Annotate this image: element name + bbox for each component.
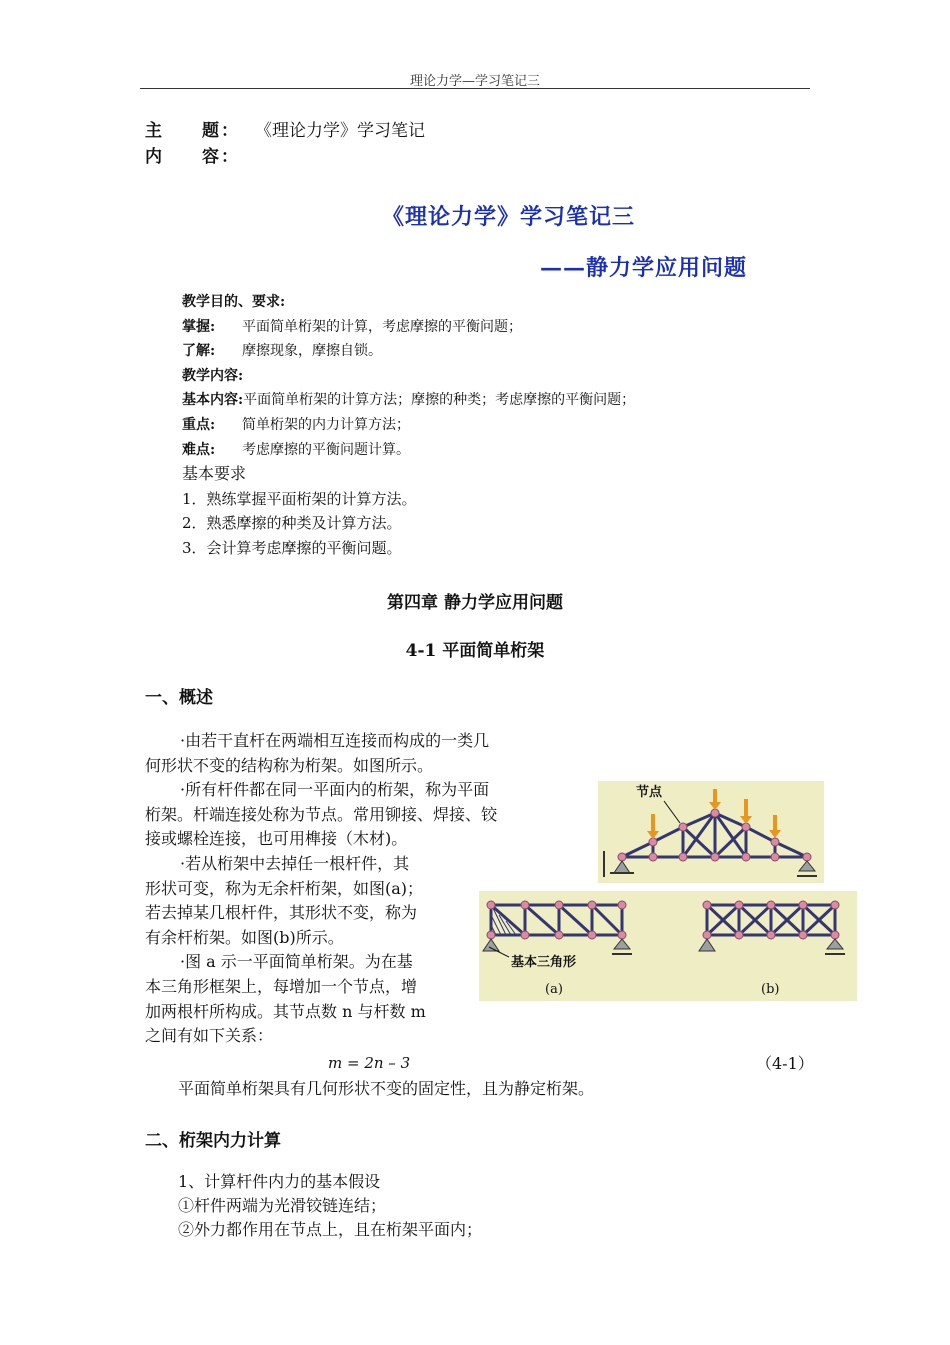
key-text: 简单桁架的内力计算方法； (242, 416, 410, 433)
overview-heading: 一、概述 (145, 688, 213, 708)
know-label: 了解: (182, 343, 216, 360)
objectives-block (182, 290, 635, 561)
triangle-label: 基本三角形 (511, 955, 577, 970)
s2-line-1: 1、计算杆件内力的基本假设 (178, 1172, 381, 1191)
req-2: 2．熟悉摩擦的种类及计算方法。 (182, 514, 402, 533)
p3-line-3: 若去掉某几根杆件，其形状不变，称为 (145, 903, 418, 923)
s2-line-2: ①杆件两端为光滑铰链连结； (178, 1196, 387, 1215)
page-header: 理论力学—学习笔记三 (409, 74, 540, 89)
p4-line-2: 本三角形框架上，每增加一个节点，增 (145, 976, 418, 996)
p4-line-3: 加两根杆所构成。其节点数 n 与杆数 m (145, 1001, 426, 1021)
p3-line-4: 有余杆桁架。如图(b)所示。 (145, 927, 344, 947)
section-heading: 4-1 平面简单桁架 (405, 641, 545, 661)
master-text: 平面简单桁架的计算，考虑摩擦的平衡问题； (242, 318, 522, 335)
doc-title: 《理论力学》学习笔记三 (382, 204, 636, 230)
p4-line-1: ·图 a 示一平面简单桁架。为在基 (180, 952, 413, 972)
req-heading: 基本要求 (182, 464, 247, 484)
hard-label: 难点: (182, 441, 216, 458)
p1-line-1: ·由若干直杆在两端相互连接而构成的一类几 (180, 731, 490, 750)
subject-value: 《理论力学》学习笔记 (255, 121, 425, 141)
objectives-heading: 教学目的、要求: (182, 294, 286, 310)
label-a: (a) (545, 982, 563, 997)
key-label: 重点: (182, 416, 216, 433)
master-label: 掌握: (182, 318, 216, 335)
content-heading: 教学内容: (182, 367, 244, 384)
subject-row (145, 116, 425, 141)
p2-line-3: 接或螺栓连接，也可用榫接（木材)。 (145, 829, 408, 849)
truss-loads-figure (598, 781, 824, 883)
chapter-heading: 第四章 静力学应用问题 (387, 593, 563, 613)
doc-subtitle: ——静力学应用问题 (540, 255, 748, 281)
p3-line-1: ·若从桁架中去掉任一根杆件，其 (180, 853, 410, 873)
node-label: 节点 (636, 785, 663, 800)
basic-label: 基本内容: (182, 392, 244, 409)
p2-line-2: 桁架。杆端连接处称为节点。常用铆接、焊接、铰 (145, 804, 498, 824)
p4-line-4: 之间有如下关系： (145, 1026, 274, 1046)
label-b: (b) (761, 982, 780, 997)
equation: m = 2n – 3 (328, 1054, 411, 1072)
equation-number: （4-1） (756, 1054, 814, 1073)
hard-text: 考虑摩擦的平衡问题计算。 (242, 441, 410, 458)
figure-background (598, 781, 824, 883)
p5-text: 平面简单桁架具有几何形状不变的固定性，且为静定桁架。 (178, 1079, 595, 1098)
req-1: 1．熟练掌握平面桁架的计算方法。 (182, 489, 417, 508)
content-row (145, 142, 255, 167)
p2-line-1: ·所有杆件都在同一平面内的桁架，称为平面 (180, 780, 490, 800)
p3-line-2: 形状可变，称为无余杆桁架，如图(a)； (145, 878, 424, 898)
req-3: 3．会计算考虑摩擦的平衡问题。 (182, 538, 402, 557)
truss-force-heading: 二、桁架内力计算 (145, 1131, 281, 1151)
subject-key: 主 题： (145, 121, 240, 141)
truss-ab-figure (479, 891, 857, 1001)
know-text: 摩擦现象，摩擦自锁。 (242, 343, 382, 360)
header-divider (140, 88, 810, 89)
p1-line-2: 何形状不变的结构称为桁架。如图所示。 (145, 755, 434, 775)
s2-line-3: ②外力都作用在节点上，且在桁架平面内； (178, 1220, 483, 1239)
basic-text: 平面简单桁架的计算方法；摩擦的种类；考虑摩擦的平衡问题； (243, 392, 636, 409)
content-key: 内 容： (145, 147, 240, 167)
